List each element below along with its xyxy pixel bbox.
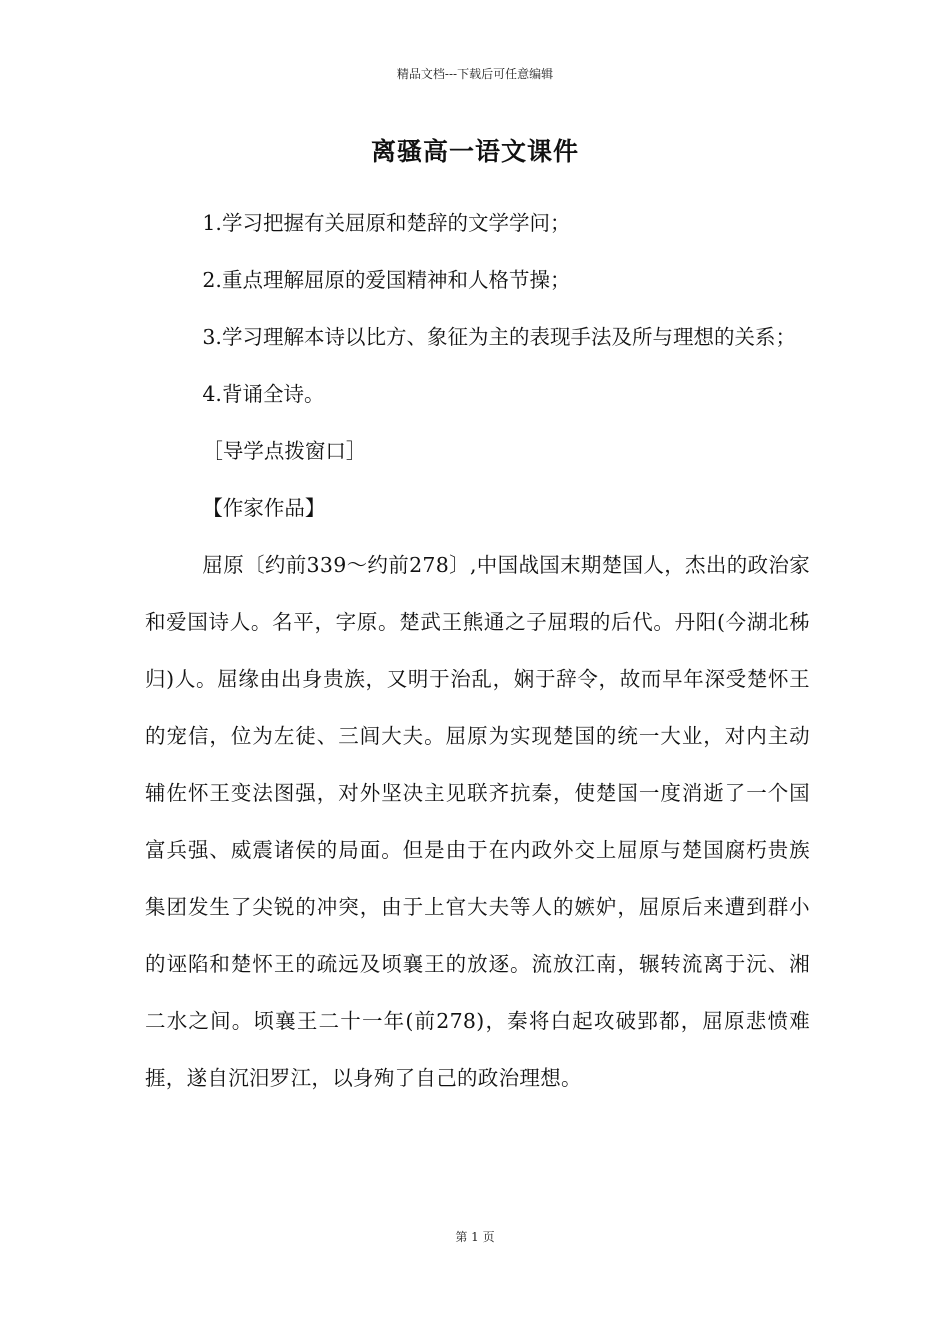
objective-1: 1.学习把握有关屈原和楚辞的文学学问；: [202, 211, 571, 235]
guide-heading: ［导学点拨窗口］: [202, 439, 367, 463]
section-heading: 【作家作品】: [202, 496, 326, 520]
document-title: 离骚高一语文课件: [370, 137, 579, 166]
page-number: 第 1 页: [455, 1230, 495, 1244]
objective-2: 2.重点理解屈原的爱国精神和人格节操；: [202, 268, 571, 292]
page-header: 精品文档---下载后可任意编辑: [396, 67, 554, 81]
document-body: [145, 195, 810, 1107]
objective-4: 4.背诵全诗。: [202, 382, 325, 406]
author-paragraph: 屈原〔约前339～约前278〕,中国战国末期楚国人，杰出的政治家和爱国诗人。名平，字原。楚武王熊通之子屈瑕的后代。丹阳(今湖北秭归)人。屈缘由出身贵族，又明于治乱，娴于辞令，故而早年深受楚怀王的宠信，位为左徒、三闾大夫。屈原为实现楚国的统一大业，对内主动辅佐怀王变法图强，对外坚决主见联齐抗秦，使楚国一度消逝了一个国富兵强、威震诸侯的局面。但是由于在内政外交上屈原与楚国腐朽贵族集团发生了尖锐的冲突，由于上官大夫等人的嫉妒，屈原后来遭到群小的诬陷和楚怀王的疏远及顷襄王的放逐。流放江南，辗转流离于沅、湘二水之间。顷襄王二十一年(前278)，秦将白起攻破郢都，屈原悲愤难捱，遂自沉汨罗江，以身殉了自己的政治理想。: [145, 553, 810, 1090]
objective-3: 3.学习理解本诗以比方、象征为主的表现手法及所与理想的关系；: [202, 325, 796, 349]
